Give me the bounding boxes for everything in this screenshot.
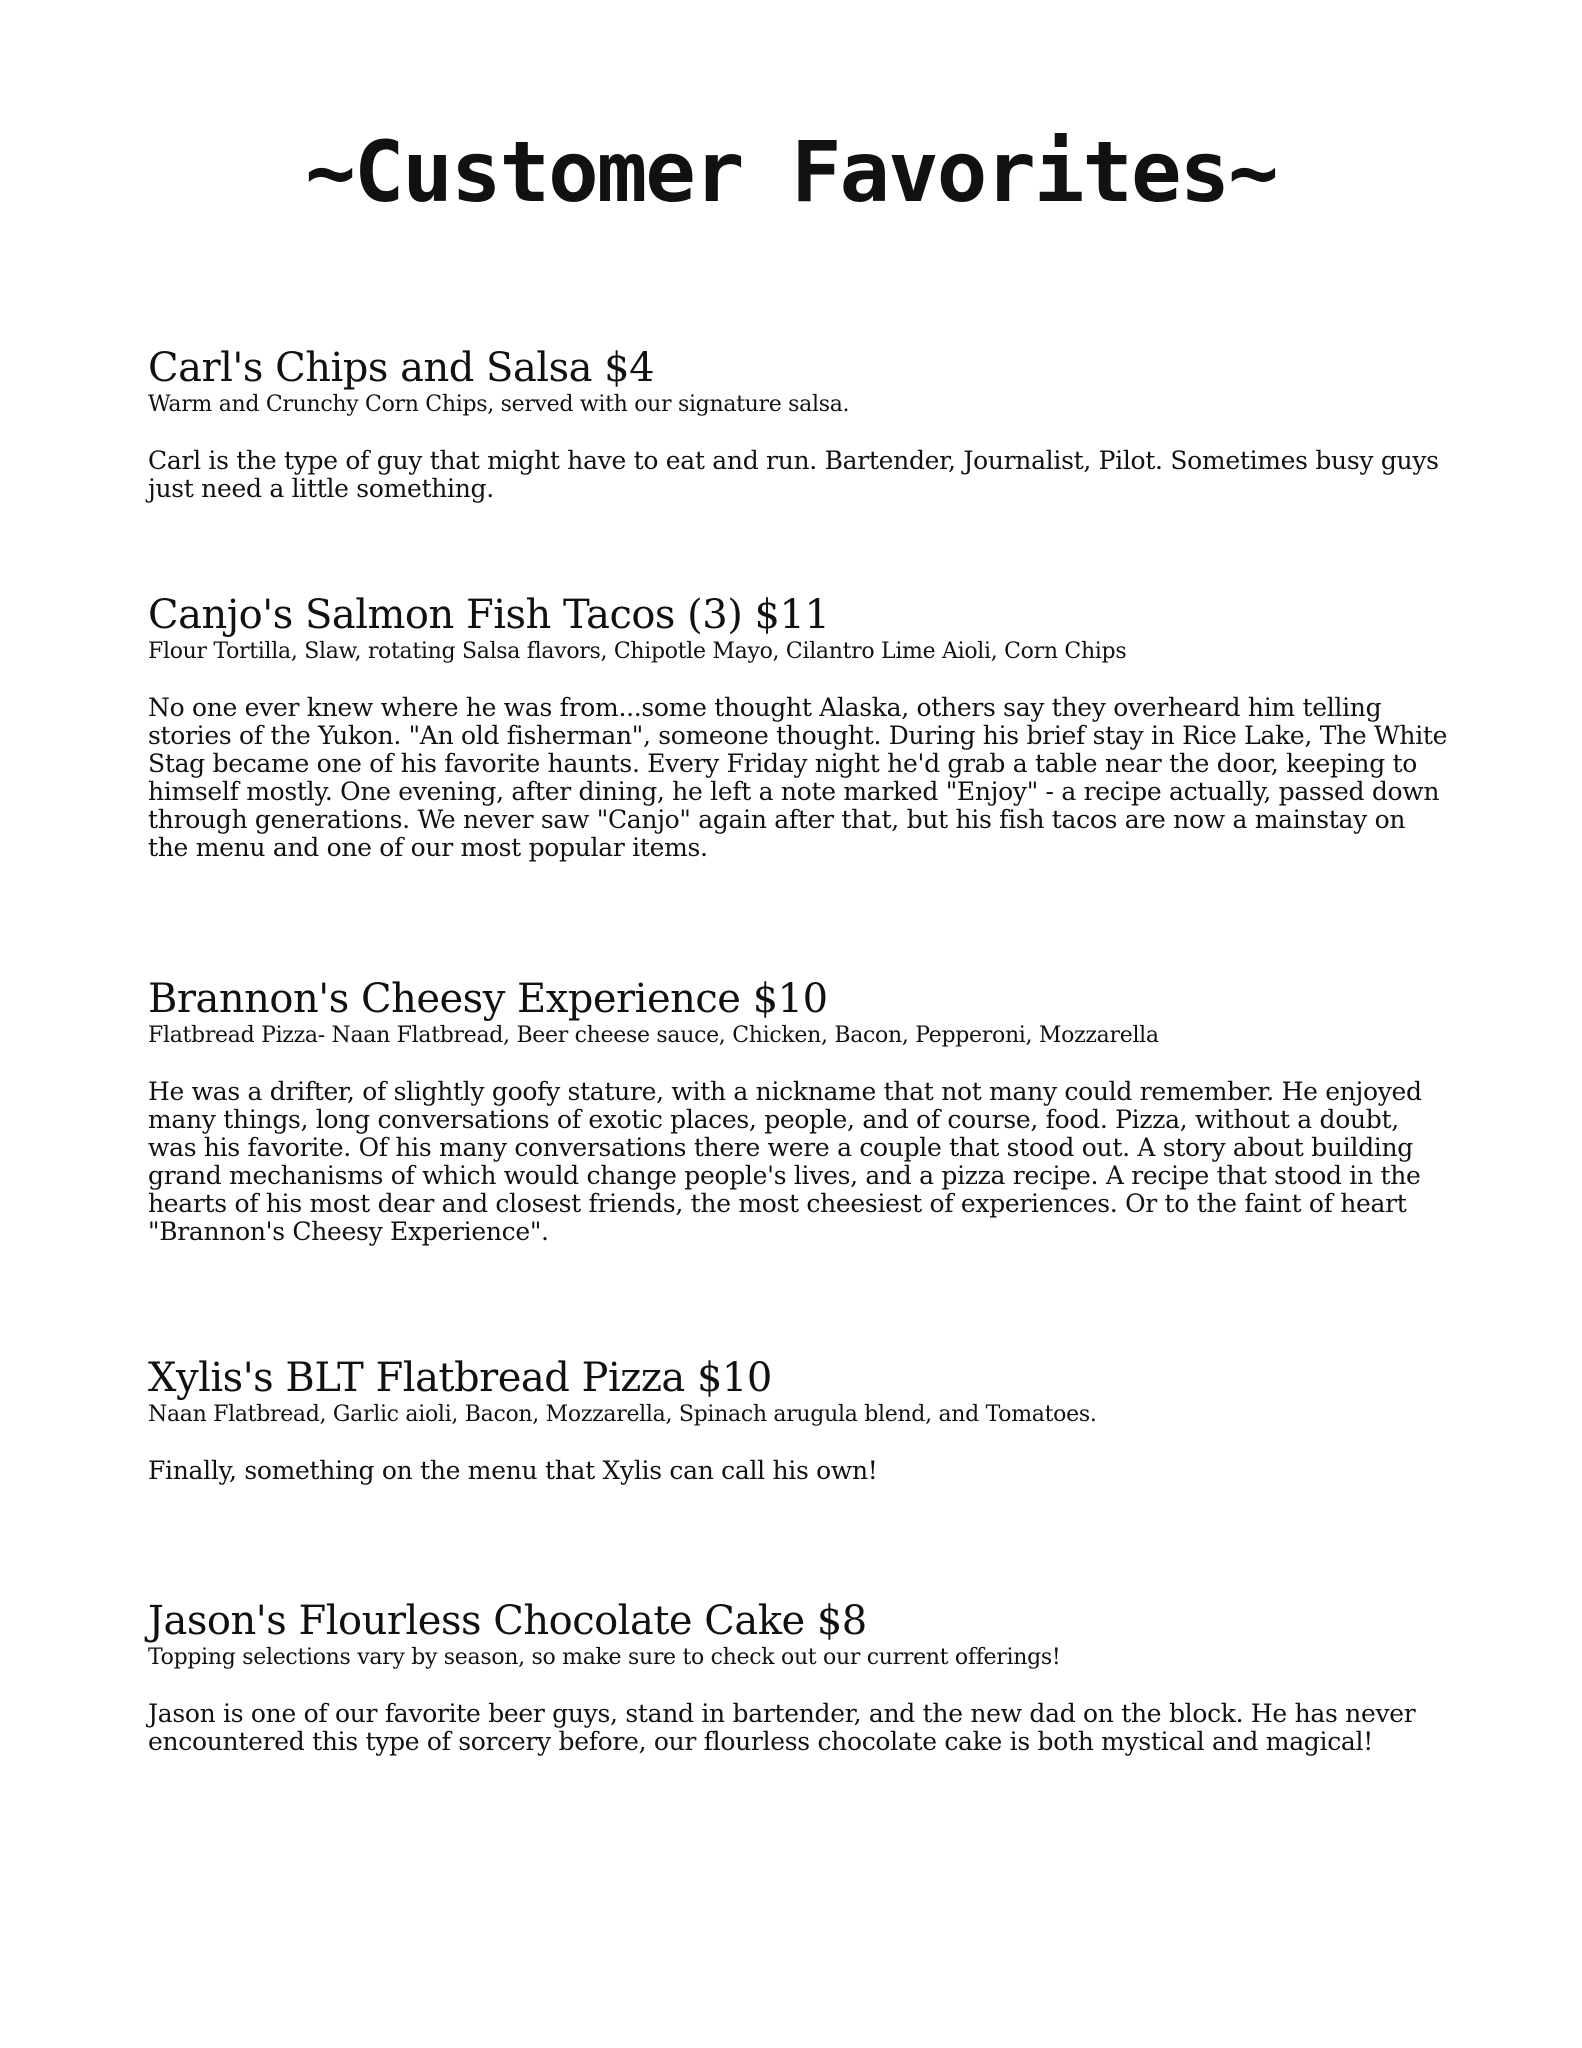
menu-item-name: Xylis's BLT Flatbread Pizza $10 (148, 1355, 772, 1401)
menu-item-ingredients: Warm and Crunchy Corn Chips, served with our signature salsa. (148, 392, 850, 417)
menu-item (148, 976, 1448, 1246)
menu-item-name: Jason's Flourless Chocolate Cake $8 (148, 1598, 867, 1644)
menu-item (148, 592, 1448, 862)
menu-item-name: Carl's Chips and Salsa $4 (148, 345, 655, 391)
menu-item-ingredients: Flour Tortilla, Slaw, rotating Salsa flavors, Chipotle Mayo, Cilantro Lime Aioli, Corn Chips (148, 639, 1127, 664)
menu-item-ingredients: Naan Flatbread, Garlic aioli, Bacon, Mozzarella, Spinach arugula blend, and Tomatoes. (148, 1402, 1097, 1427)
menu-item-story: He was a drifter, of slightly goofy stature, with a nickname that not many could remember. He enjoyed many things, long conversations of exotic places, people, and of course, food. Pizza, without a doubt, was his favorite. Of his many conversations there were a couple that stood out. A story about building grand mechanisms of which would change people's lives, and a pizza recipe. A recipe that stood in the hearts of his most dear and closest friends, the most cheesiest of experiences. Or to the faint of heart "Brannon's Cheesy Experience". (148, 1077, 1422, 1246)
page-title: ~Customer Favorites~ (305, 123, 1277, 221)
menu-item (148, 1355, 1448, 1485)
menu-item-ingredients: Flatbread Pizza- Naan Flatbread, Beer cheese sauce, Chicken, Bacon, Pepperoni, Mozzarella (148, 1023, 1159, 1048)
menu-item-story: Finally, something on the menu that Xylis can call his own! (148, 1456, 878, 1485)
menu-item-name: Brannon's Cheesy Experience $10 (148, 976, 828, 1022)
menu-item-story: Jason is one of our favorite beer guys, stand in bartender, and the new dad on the block. He has never encountered this type of sorcery before, our flourless chocolate cake is both mystical and magical! (148, 1699, 1416, 1756)
menu-item (148, 1598, 1448, 1756)
menu-item-story: No one ever knew where he was from...some thought Alaska, others say they overheard him telling stories of the Yukon. "An old fisherman", someone thought. During his brief stay in Rice Lake, The White Stag became one of his favorite haunts. Every Friday night he'd grab a table near the door, keeping to himself mostly. One evening, after dining, he left a note marked "Enjoy" - a recipe actually, passed down through generations. We never saw "Canjo" again after that, but his fish tacos are now a mainstay on the menu and one of our most popular items. (148, 693, 1448, 862)
menu-item (148, 345, 1448, 503)
menu-item-name: Canjo's Salmon Fish Tacos (3) $11 (148, 592, 830, 638)
menu-item-ingredients: Topping selections vary by season, so make sure to check out our current offerings! (148, 1645, 1061, 1670)
menu-item-story: Carl is the type of guy that might have to eat and run. Bartender, Journalist, Pilot. Sometimes busy guys just need a little something. (148, 446, 1439, 503)
